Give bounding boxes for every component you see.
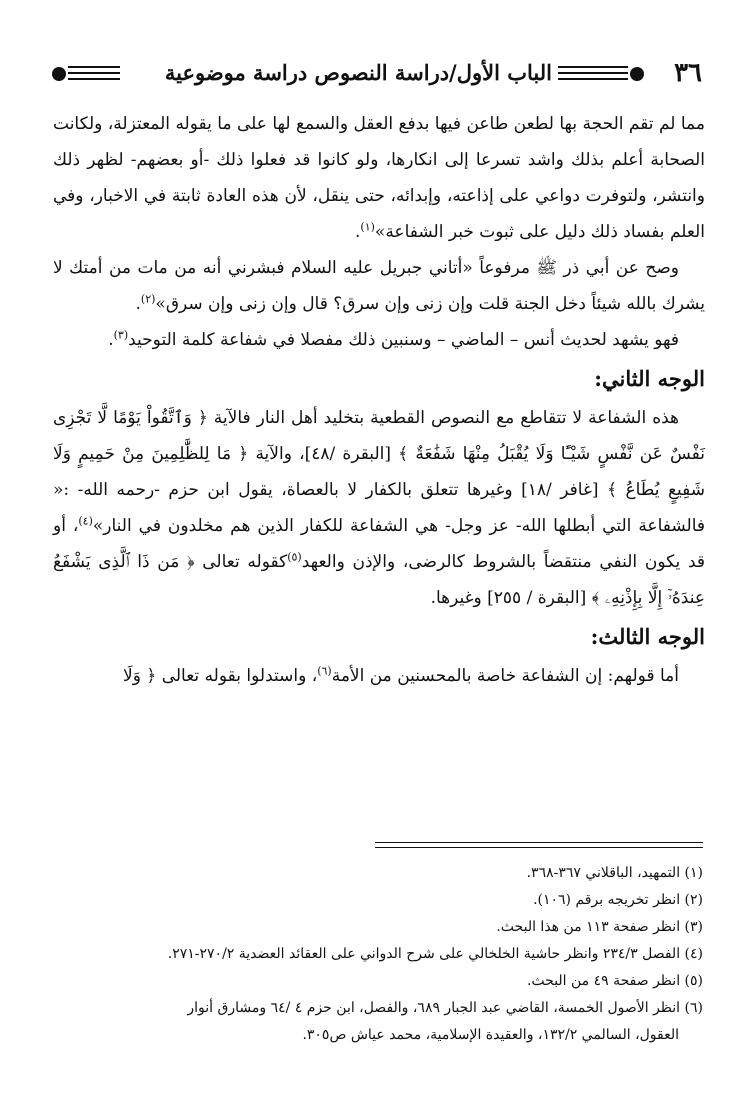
header-rule <box>558 78 628 80</box>
paragraph <box>53 322 705 358</box>
paragraph-text: هذه الشفاعة لا تتقاطع مع النصوص القطعية بتخليد أهل النار فالآية ﴿ وَٱتَّقُواْ يَوْمًا لَّا تَجْزِى نَفْسٌ عَن نَّفْسٍ شَيْـًٔا وَلَا يُقْبَلُ مِنْهَا شَفَٰعَةٌ ﴾ [البقرة /٤٨]، والآية ﴿ مَا لِلظَّٰلِمِينَ مِنْ حَمِيمٍ وَلَا شَفِيعٍ يُطَاعُ ﴾ [غافر /١٨] وغيرها تتعلق بالكفار لا بالعصاة، يقول ابن حزم -رحمه الله- :« فالشفاعة التي أبطلها الله- عز وجل- هي الشفاعة للكفار الذين هم مخلدون في النار» <box>53 408 706 536</box>
header-rule <box>558 72 628 74</box>
paragraph <box>53 658 705 694</box>
header-rule <box>68 66 120 68</box>
page-number: ٣٦ <box>674 58 702 88</box>
paragraph-text: ، واستدلوا بقوله تعالى ﴿ وَلَا <box>123 666 318 686</box>
paragraph-text: أما قولهم: إن الشفاعة خاصة بالمحسنين من الأمة <box>331 666 679 686</box>
footnote-ref[interactable]: (٦) <box>317 664 332 678</box>
paragraph-text: كقوله تعالى ﴿ مَن ذَا ٱلَّذِى يَشْفَعُ عِندَهُۥٓ إِلَّا بِإِذْنِهِۦ ﴾ [البقرة / ٢٥٥] وغيرها. <box>53 552 705 608</box>
chapter-title: الباب الأول/دراسة النصوص دراسة موضوعية <box>164 60 552 85</box>
footnotes <box>51 860 703 1049</box>
paragraph-text: . <box>135 294 141 314</box>
paragraph-text: . <box>108 330 114 350</box>
main-text <box>53 106 705 694</box>
section-heading: الوجه الثاني: <box>594 366 705 391</box>
footnote-ref[interactable]: (٥) <box>287 550 302 564</box>
footnote: (٦) انظر الأصول الخمسة، القاضي عبد الجبار ٦٨٩، والفصل، ابن حزم ٤ /٦٤ ومشارق أنوار <box>187 1000 703 1016</box>
footnote-ref[interactable]: (٣) <box>113 328 129 342</box>
footnote: العقول، السالمي ١٣٢/٢، والعقيدة الإسلامية، محمد عياش ص٣٠٥. <box>302 1027 679 1043</box>
footnote: (٣) انظر صفحة ١١٣ من هذا البحث. <box>496 919 703 935</box>
header-ornament-dot-icon <box>630 67 644 81</box>
footnote-ref[interactable]: (١) <box>360 220 375 234</box>
header-ornament-dot-icon <box>52 67 66 81</box>
footnote: (١) التمهيد، الباقلاني ٣٦٧-٣٦٨. <box>526 865 703 881</box>
footnote-separator <box>375 842 703 843</box>
footnote-separator <box>375 847 703 848</box>
paragraph-text: مما لم تقم الحجة بها لطعن طاعن فيها بدفع العقل والسمع لها على ما يقوله المعتزلة، ولكانت الصحابة أعلم بذلك واشد تسرعا إلى انكارها، ولو كانوا قد فعلوا ذلك -أو بعضهم- لظهر ذلك وانتشر، ولتوفرت دواعي على إذاعته، وإبدائه، حتى ينقل، لأن هذه العادة ثابتة في الاخبار، وفي العلم بفساد ذلك دليل على ثبوت خبر الشفاعة» <box>53 114 705 242</box>
header-rule <box>558 66 628 68</box>
header-rule <box>68 78 120 80</box>
paragraph <box>53 250 705 322</box>
footnote: (٤) الفصل ٢٣٤/٣ وانظر حاشية الخلخالي على شرح الدواني على العقائد العضدية ٢٧٠/٢-٢٧١. <box>167 946 703 962</box>
footnote-ref[interactable]: (٢) <box>140 292 156 306</box>
paragraph-text: وصح عن أبي ذر ﷺ مرفوعاً «أتاني جبريل عليه السلام فبشرني أنه من مات من أمتك لا يشرك بالله شيئاً دخل الجنة قلت وإن زنى وإن سرق؟ قال وإن زنى وإن سرق» <box>53 258 705 314</box>
paragraph <box>53 400 705 616</box>
paragraph-text: فهو يشهد لحديث أنس – الماضي – وسنبين ذلك مفصلا في شفاعة كلمة التوحيد <box>128 330 679 350</box>
header-rule <box>68 72 120 74</box>
footnote: (٥) انظر صفحة ٤٩ من البحث. <box>526 973 703 989</box>
paragraph-text: . <box>355 222 361 242</box>
footnote: (٢) انظر تخريجه برقم (١٠٦). <box>533 892 703 908</box>
section-heading: الوجه الثالث: <box>590 624 705 649</box>
page-header <box>52 56 702 92</box>
footnote-ref[interactable]: (٤) <box>78 514 93 528</box>
paragraph-text: ، أو قد يكون النفي منتقضاً بالشروط كالرضى، والإذن والعهد <box>53 516 706 572</box>
paragraph <box>53 106 705 250</box>
